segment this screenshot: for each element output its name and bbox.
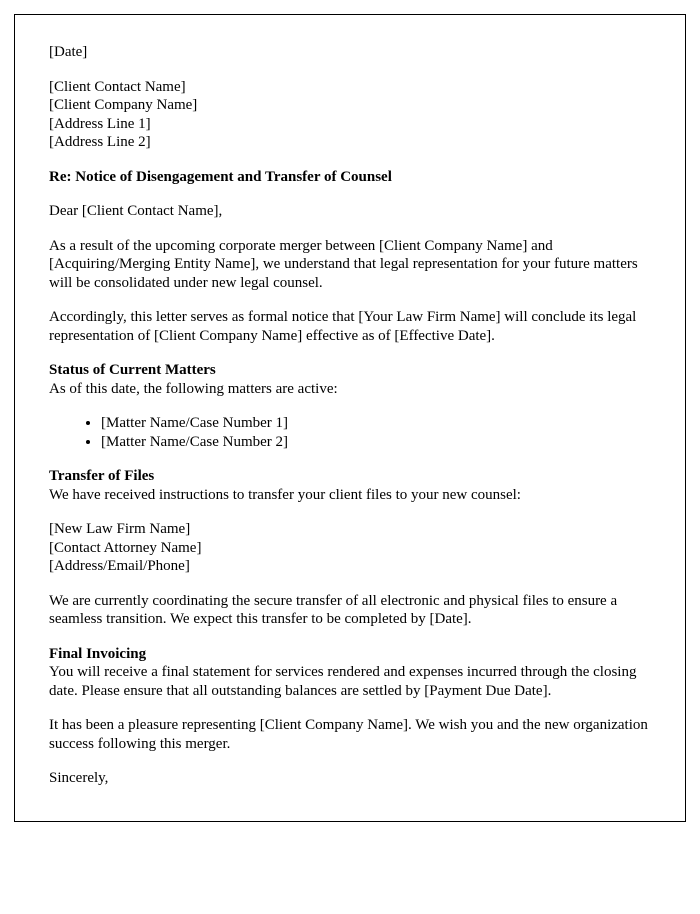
letter-page [14, 14, 686, 822]
status-section-intro: As of this date, the following matters are active: [49, 380, 338, 397]
recipient-address-line-2: [Address Line 2] [49, 134, 151, 150]
transfer-section-heading: Transfer of Files [49, 468, 155, 484]
paragraph-pleasure-representing: It has been a pleasure representing [Client Company Name]. We wish you and the new organization success following this merger. [49, 717, 648, 752]
paragraph-merger-notice: As a result of the upcoming corporate merger between [Client Company Name] and [Acquiring/Merging Entity Name], we understand that legal representation for your future matters will be consolidated under new legal counsel. [49, 237, 638, 291]
section-transfer-of-files [49, 467, 651, 504]
new-counsel-contact-info: [Address/Email/Phone] [49, 558, 190, 574]
recipient-address-line-1: [Address Line 1] [49, 115, 151, 132]
paragraph-disengagement-notice: Accordingly, this letter serves as formal notice that [Your Law Firm Name] will conclude its legal representation of [Client Company Name] effective as of [Effective Date]. [49, 309, 637, 344]
closing-line: Sincerely, [49, 770, 109, 786]
status-section-heading: Status of Current Matters [49, 362, 216, 378]
invoicing-section-heading: Final Invoicing [49, 645, 147, 662]
matter-list-item: • [Matter Name/Case Number 2] [101, 433, 651, 452]
new-counsel-address-block [49, 520, 651, 576]
subject-line: Re: Notice of Disengagement and Transfer of Counsel [49, 168, 392, 185]
matter-list-item: • [Matter Name/Case Number 1] [101, 414, 651, 433]
date-line: [Date] [49, 44, 88, 60]
section-status-of-current-matters [49, 361, 651, 398]
recipient-address-block [49, 78, 651, 152]
section-final-invoicing [49, 645, 651, 701]
salutation: Dear [Client Contact Name], [49, 203, 223, 219]
contact-attorney-name: [Contact Attorney Name] [49, 539, 202, 556]
invoicing-section-body: You will receive a final statement for services rendered and expenses incurred through the closing date. Please ensure that all outstanding balances are settled by [Payment Due Date]. [49, 664, 637, 699]
active-matters-list [49, 414, 651, 451]
transfer-section-intro: We have received instructions to transfer your client files to your new counsel: [49, 486, 521, 503]
paragraph-transfer-coordination: We are currently coordinating the secure transfer of all electronic and physical files to ensure a seamless transition. We expect this transfer to be completed by [Date]. [49, 592, 618, 627]
recipient-company-name: [Client Company Name] [49, 97, 198, 113]
new-law-firm-name: [New Law Firm Name] [49, 521, 191, 537]
recipient-contact-name: [Client Contact Name] [49, 78, 186, 95]
